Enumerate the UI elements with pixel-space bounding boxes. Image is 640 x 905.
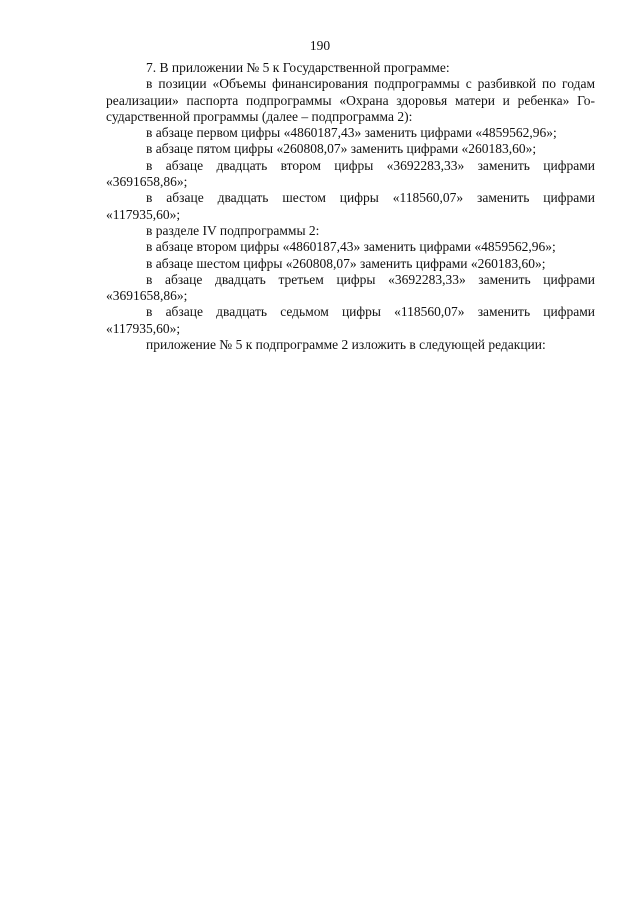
document-body	[106, 60, 595, 353]
paragraph-financing-position: в позиции «Объемы финансирования подпрограммы с разбивкой по годам реализации» паспорта подпрограммы «Охрана здоровья матери и ребенка» Государственной программы (далее – подпрограмма 2):	[106, 76, 595, 124]
paragraph-amendment-4: в абзаце двадцать шестом цифры «118560,07» заменить цифрами «117935,60»;	[106, 190, 595, 222]
paragraph-amendment-1: в абзаце первом цифры «4860187,43» заменить цифрами «4859562,96»;	[146, 125, 557, 141]
paragraph-appendix-statement: приложение № 5 к подпрограмме 2 изложить в следующей редакции:	[146, 337, 546, 353]
paragraph-amendment-8: в абзаце двадцать седьмом цифры «118560,07» заменить цифрами «117935,60»;	[106, 304, 595, 336]
paragraph-amendment-5: в абзаце втором цифры «4860187,43» заменить цифрами «4859562,96»;	[146, 239, 556, 255]
paragraph-section-iv-heading: в разделе IV подпрограммы 2:	[146, 222, 320, 238]
page-number: 190	[309, 38, 331, 53]
paragraph-amendment-3: в абзаце двадцать втором цифры «3692283,33» заменить цифрами «3691658,86»;	[106, 157, 595, 190]
paragraph-amendment-2: в абзаце пятом цифры «260808,07» заменить цифрами «260183,60»;	[146, 141, 537, 157]
paragraph-amendment-6: в абзаце шестом цифры «260808,07» заменить цифрами «260183,60»;	[146, 255, 546, 271]
paragraph-amendment-7: в абзаце двадцать третьем цифры «3692283,33» заменить цифрами «3691658,86»;	[106, 271, 595, 304]
paragraph-item-7-heading: 7. В приложении № 5 к Государственной программе:	[146, 60, 450, 75]
